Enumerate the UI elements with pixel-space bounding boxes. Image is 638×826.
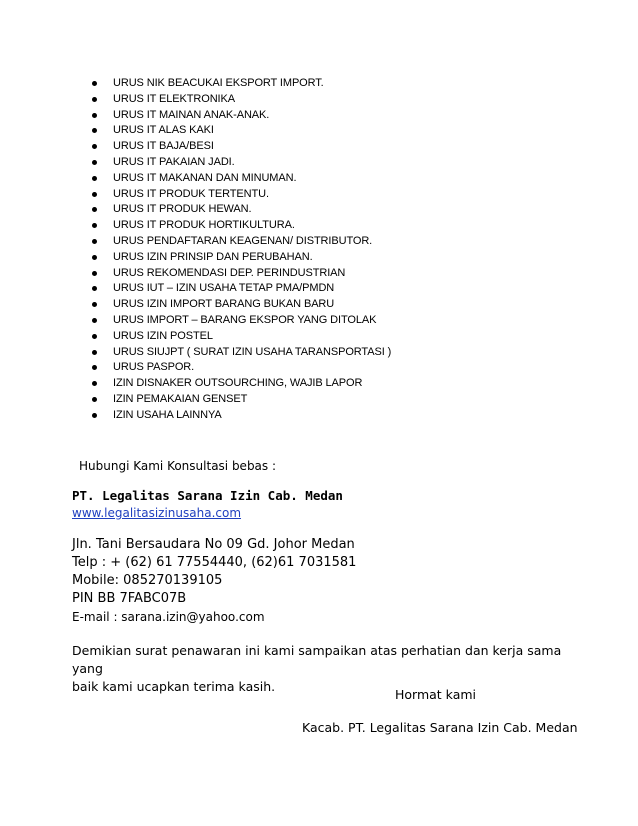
pin-line: PIN BB 7FABC07B [72,591,187,606]
mobile-line: Mobile: 085270139105 [72,573,223,588]
email-line: E-mail : sarana.izin@yahoo.com [72,610,265,624]
closing-line-2: baik kami ucapkan terima kasih. [72,679,276,694]
service-label: URUS NIK BEACUKAI EKSPORT IMPORT. [113,77,324,89]
service-list-item [92,408,391,424]
service-label: URUS REKOMENDASI DEP. PERINDUSTRIAN [113,266,346,279]
bullet-icon [92,128,97,133]
service-label: URUS IT ALAS KAKI [113,124,214,137]
service-list-item [92,108,391,124]
company-name: PT. Legalitas Sarana Izin Cab. Medan [72,488,343,503]
service-label: IZIN USAHA LAINNYA [113,408,222,421]
service-label: URUS IMPORT – BARANG EKSPOR YANG DITOLAK [113,313,377,326]
bullet-icon [92,113,97,118]
service-label: IZIN DISNAKER OUTSOURCHING, WAJIB LAPOR [113,377,363,390]
service-label: URUS IT MAINAN ANAK-ANAK. [113,108,270,121]
bullet-icon [92,81,97,86]
service-label: URUS PASPOR. [113,361,195,374]
service-list [92,76,391,424]
contact-intro: Hubungi Kami Konsultasi bebas : [79,459,277,473]
service-label: URUS PENDAFTARAN KEAGENAN/ DISTRIBUTOR. [113,234,373,247]
closing-paragraph [72,642,572,696]
service-list-item [92,313,391,329]
service-list-item [92,92,391,108]
bullet-icon [92,223,97,228]
service-label: URUS IT PRODUK TERTENTU. [113,187,269,200]
bullet-icon [92,318,97,323]
service-label: URUS IZIN PRINSIP DAN PERUBAHAN. [113,250,313,263]
service-list-item [92,171,391,187]
service-label: URUS IT ELEKTRONIKA [113,92,235,105]
closing-line-1: Demikian surat penawaran ini kami sampaikan atas perhatian dan kerja sama yang [72,643,562,676]
address-block [72,536,356,626]
bullet-icon [92,97,97,102]
service-list-item [92,281,391,297]
service-label: URUS IZIN IMPORT BARANG BUKAN BARU [113,298,335,311]
bullet-icon [92,365,97,370]
service-list-item [92,202,391,218]
service-list-item [92,329,391,345]
website-link[interactable]: www.legalitasizinusaha.com [72,506,242,520]
bullet-icon [92,381,97,386]
bullet-icon [92,334,97,339]
bullet-icon [92,255,97,260]
service-label: URUS SIUJPT ( SURAT IZIN USAHA TARANSPORTASI ) [113,345,392,358]
service-list-item [92,250,391,266]
bullet-icon [92,176,97,181]
service-list-item [92,360,391,376]
bullet-icon [92,192,97,197]
bullet-icon [92,413,97,418]
service-list-item [92,234,391,250]
bullet-icon [92,302,97,307]
address-line: Jln. Tani Bersaudara No 09 Gd. Johor Medan [72,537,355,552]
bullet-icon [92,160,97,165]
signature-text: Kacab. PT. Legalitas Sarana Izin Cab. Medan [302,720,578,735]
service-label: URUS IT MAKANAN DAN MINUMAN. [113,171,297,184]
service-list-item [92,76,391,92]
service-label: URUS IUT – IZIN USAHA TETAP PMA/PMDN [113,282,335,295]
service-list-item [92,297,391,313]
service-list-item [92,218,391,234]
bullet-icon [92,286,97,291]
service-label: URUS IT PRODUK HORTIKULTURA. [113,219,295,232]
service-list-item [92,123,391,139]
service-list-item [92,392,391,408]
service-label: URUS IZIN POSTEL [113,329,213,342]
regards-text: Hormat kami [395,687,477,702]
bullet-icon [92,271,97,276]
service-list-item [92,345,391,361]
service-list-item [92,155,391,171]
bullet-icon [92,350,97,355]
service-list-item [92,266,391,282]
bullet-icon [92,144,97,149]
service-list-item [92,376,391,392]
service-list-item [92,139,391,155]
service-label: URUS IT PRODUK HEWAN. [113,203,252,216]
bullet-icon [92,239,97,244]
bullet-icon [92,207,97,212]
telephone-line: Telp : + (62) 61 77554440, (62)61 7031581 [72,555,357,570]
service-label: URUS IT BAJA/BESI [113,140,214,153]
service-list-item [92,187,391,203]
bullet-icon [92,397,97,402]
service-label: URUS IT PAKAIAN JADI. [113,155,235,168]
service-label: IZIN PEMAKAIAN GENSET [113,392,248,405]
